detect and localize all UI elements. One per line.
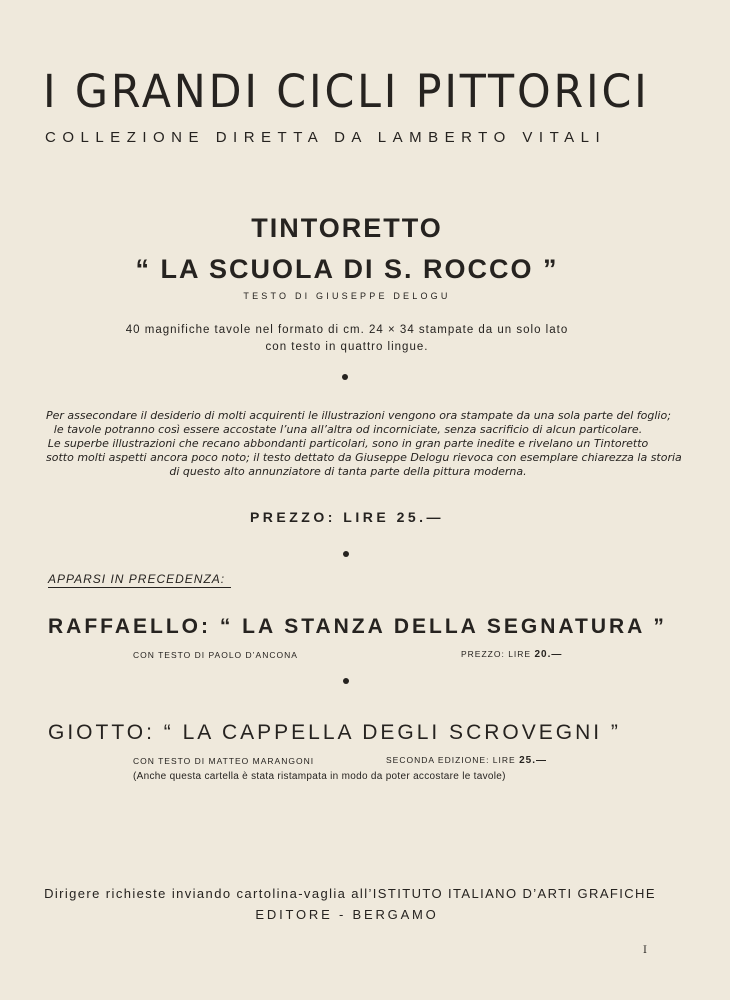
main-text-author: TESTO DI GIUSEPPE DELOGU [243,291,451,301]
description-line: le tavole potranno così essere accostate l’una all’altra od incorniciate, senza sacrificio di alcun particolare. [53,423,643,436]
description-line: Le superbe illustrazioni che recano abbondanti particolari, sono in gran parte inedite e rivelano un Tintoretto [47,437,649,450]
giotto-text-author: CON TESTO DI MATTEO MARANGONI [133,756,315,766]
previous-heading: APPARSI IN PRECEDENZA: [48,571,231,588]
giotto-price-label: SECONDA EDIZIONE: LIRE [386,755,516,765]
publisher-location: EDITORE - BERGAMO [255,907,439,922]
bullet-separator [342,374,348,380]
order-instructions: Dirigere richieste inviando cartolina-vaglia all’ISTITUTO ITALIANO D’ARTI GRAFICHE [44,886,656,901]
giotto-title: GIOTTO: “ LA CAPPELLA DEGLI SCROVEGNI ” [48,721,621,744]
description-line: Per assecondare il desiderio di molti acquirenti le illustrazioni vengono ora stampate da una sola parte del foglio; [46,409,671,422]
main-work-title: “ LA SCUOLA DI S. ROCCO ” [135,254,559,284]
format-line: 40 magnifiche tavole nel formato di cm. 24 × 34 stampate da un solo lato [125,324,569,336]
raffaello-text-author: CON TESTO DI PAOLO D’ANCONA [133,650,298,660]
description-line: di questo alto annunziatore di tanta parte della pittura moderna. [169,465,527,478]
giotto-price [386,754,547,767]
main-author: TINTORETTO [251,213,443,243]
description [46,409,682,479]
page-number: I [643,945,647,956]
series-title: I GRANDI CICLI PITTORICI [43,65,650,118]
giotto-reprint-note: (Anche questa cartella è stata ristampata in modo da poter accostare le tavole) [133,771,506,782]
raffaello-price-label: PREZZO: LIRE [461,649,532,659]
giotto-price-value: 25.— [519,755,547,766]
description-line: sotto molti aspetti ancora poco noto; il testo dettato da Giuseppe Delogu rievoca con esemplare chiarezza la storia [46,451,682,464]
raffaello-price [461,648,562,661]
bullet-separator [343,551,349,557]
bullet-separator [343,678,349,684]
format-line: con testo in quattro lingue. [265,341,429,353]
main-price: PREZZO: LIRE 25.— [249,509,445,525]
raffaello-title: RAFFAELLO: “ LA STANZA DELLA SEGNATURA ” [48,615,667,638]
raffaello-price-value: 20.— [534,649,563,660]
series-subtitle: COLLEZIONE DIRETTA DA LAMBERTO VITALI [45,129,607,146]
